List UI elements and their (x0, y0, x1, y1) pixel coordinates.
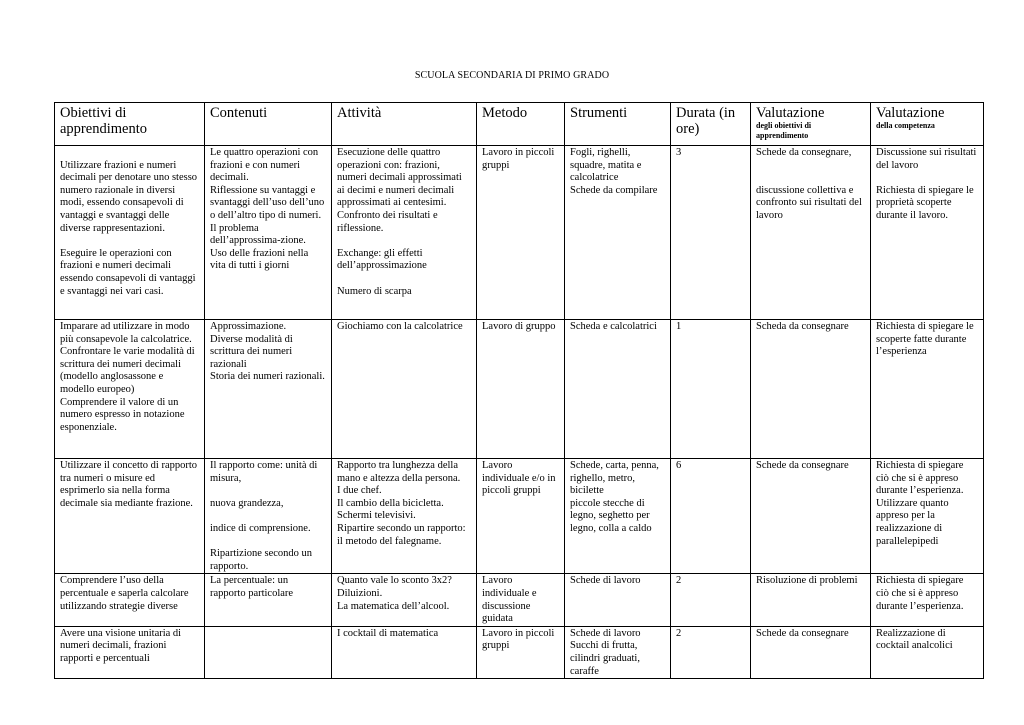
cell-attivita: Quanto vale lo sconto 3x2? Diluizioni. La matematica dell’alcool. (332, 574, 477, 626)
header-durata: Durata (in ore) (671, 103, 751, 146)
cell-valutazione-obiettivi: Schede da consegnare (751, 626, 871, 678)
cell-valutazione-obiettivi: Schede da consegnare, discussione collettiva e confronto sui risultati del lavoro (751, 146, 871, 320)
header-attivita: Attività (332, 103, 477, 146)
cell-attivita: I cocktail di matematica (332, 626, 477, 678)
header-valutazione-obiettivi: Valutazione degli obiettivi di apprendimento (751, 103, 871, 146)
cell-valutazione-competenza: Richiesta di spiegare ciò che si è appreso durante l’esperienza. (871, 574, 984, 626)
cell-obiettivi: Utilizzare frazioni e numeri decimali per denotare uno stesso numero razionale in diversi modi, essendo consapevoli di vantaggi e svantaggi delle diverse rappresentazioni. Eseguire le operazioni con frazioni e numeri decimali essendo consapevoli di vantaggi e svantaggi nei vari casi. (55, 146, 205, 320)
cell-attivita: Rapporto tra lunghezza della mano e altezza della persona. I due chef. Il cambio della bicicletta. Schermi televisivi. Ripartire secondo un rapporto: il metodo del falegname. (332, 459, 477, 574)
cell-metodo: Lavoro individuale e discussione guidata (477, 574, 565, 626)
cell-valutazione-competenza: Discussione sui risultati del lavoro Richiesta di spiegare le proprietà scoperte durante il lavoro. (871, 146, 984, 320)
cell-valutazione-obiettivi: Scheda da consegnare (751, 320, 871, 459)
cell-valutazione-competenza: Richiesta di spiegare le scoperte fatte durante l’esperienza (871, 320, 984, 459)
document-title: SCUOLA SECONDARIA DI PRIMO GRADO (414, 70, 610, 81)
header-row (55, 103, 984, 146)
cell-obiettivi: Comprendere l’uso della percentuale e saperla calcolare utilizzando strategie diverse (55, 574, 205, 626)
table-row (55, 459, 984, 574)
planning-table (54, 102, 984, 679)
table-row (55, 574, 984, 626)
cell-strumenti: Schede di lavoro (565, 574, 671, 626)
cell-durata: 6 (671, 459, 751, 574)
cell-metodo: Lavoro in piccoli gruppi (477, 626, 565, 678)
cell-obiettivi: Imparare ad utilizzare in modo più consapevole la calcolatrice. Confrontare le varie modalità di scrittura dei numeri decimali (modello anglosassone e modello europeo) Comprendere il valore di un numero espresso in notazione esponenziale. (55, 320, 205, 459)
cell-strumenti: Schede di lavoro Succhi di frutta, cilindri graduati, caraffe (565, 626, 671, 678)
cell-contenuti: Il rapporto come: unità di misura, nuova grandezza, indice di comprensione. Ripartizione secondo un rapporto. (205, 459, 332, 574)
header-valutazione-competenza: Valutazione della competenza (871, 103, 984, 146)
cell-attivita: Esecuzione delle quattro operazioni con: frazioni, numeri decimali approssimati ai decimi e numeri decimali approssimati ai centesimi. Confronto dei risultati e riflessione. Exchange: gli effetti dell’approssimazione Numero di scarpa (332, 146, 477, 320)
cell-contenuti: Approssimazione. Diverse modalità di scrittura dei numeri razionali Storia dei numeri razionali. (205, 320, 332, 459)
cell-contenuti (205, 626, 332, 678)
cell-attivita: Giochiamo con la calcolatrice (332, 320, 477, 459)
cell-strumenti: Fogli, righelli, squadre, matita e calcolatrice Schede da compilare (565, 146, 671, 320)
cell-metodo: Lavoro individuale e/o in piccoli gruppi (477, 459, 565, 574)
header-strumenti: Strumenti (565, 103, 671, 146)
cell-durata: 3 (671, 146, 751, 320)
cell-valutazione-competenza: Richiesta di spiegare ciò che si è appreso durante l’esperienza. Utilizzare quanto appreso per la realizzazione di parallelepipedi (871, 459, 984, 574)
table-row (55, 320, 984, 459)
cell-strumenti: Schede, carta, penna, righello, metro, bicilette piccole stecche di legno, seghetto per legno, colla a caldo (565, 459, 671, 574)
cell-metodo: Lavoro in piccoli gruppi (477, 146, 565, 320)
cell-valutazione-competenza: Realizzazione di cocktail analcolici (871, 626, 984, 678)
header-obiettivi: Obiettivi di apprendimento (55, 103, 205, 146)
table-row (55, 146, 984, 320)
cell-obiettivi: Avere una visione unitaria di numeri decimali, frazioni rapporti e percentuali (55, 626, 205, 678)
header-contenuti: Contenuti (205, 103, 332, 146)
cell-metodo: Lavoro di gruppo (477, 320, 565, 459)
table-row (55, 626, 984, 678)
cell-obiettivi: Utilizzare il concetto di rapporto tra numeri o misure ed esprimerlo sia nella forma decimale sia mediante frazione. (55, 459, 205, 574)
cell-valutazione-obiettivi: Schede da consegnare (751, 459, 871, 574)
cell-valutazione-obiettivi: Risoluzione di problemi (751, 574, 871, 626)
cell-durata: 2 (671, 626, 751, 678)
cell-contenuti: Le quattro operazioni con frazioni e con numeri decimali. Riflessione su vantaggi e svantaggi dell’uso dell’uno o dell’altro tipo di numeri. Il problema dell’approssima-zione. Uso delle frazioni nella vita di tutti i giorni (205, 146, 332, 320)
cell-durata: 1 (671, 320, 751, 459)
header-valutazione-competenza-sub: della competenza (876, 121, 935, 130)
header-valutazione-obiettivi-sub: degli obiettivi di apprendimento (756, 121, 812, 140)
cell-contenuti: La percentuale: un rapporto particolare (205, 574, 332, 626)
header-metodo: Metodo (477, 103, 565, 146)
cell-durata: 2 (671, 574, 751, 626)
cell-strumenti: Scheda e calcolatrici (565, 320, 671, 459)
